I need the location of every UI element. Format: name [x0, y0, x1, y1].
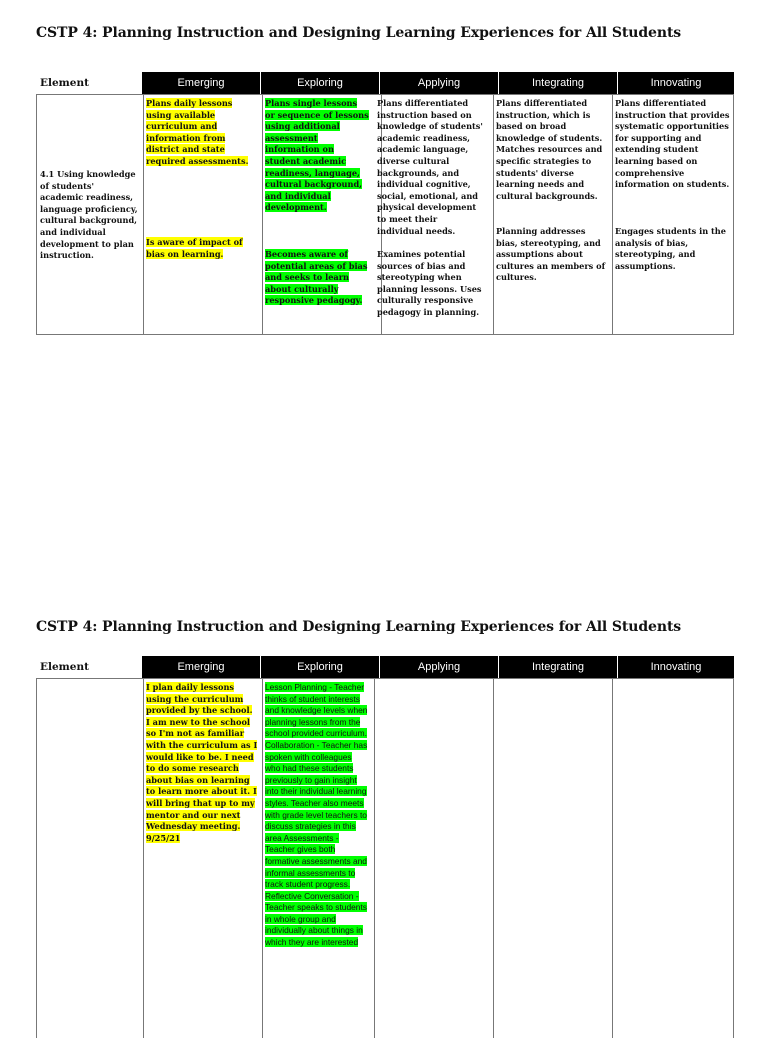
level-header-integrating: Integrating	[499, 72, 618, 94]
column-divider	[374, 679, 375, 1038]
element-column-header: Element	[40, 661, 89, 673]
column-divider	[612, 95, 613, 334]
reflection-body-row	[36, 678, 734, 1038]
level-header-emerging: Emerging	[142, 72, 261, 94]
column-divider	[143, 679, 144, 1038]
level-header-applying: Applying	[380, 656, 499, 678]
section-title: CSTP 4: Planning Instruction and Designing Learning Experiences for All Students	[36, 25, 682, 41]
element-column-header: Element	[40, 77, 89, 89]
emerging-descriptor-2: Is aware of impact of bias on learning.	[146, 237, 243, 259]
column-divider	[262, 679, 263, 1038]
applying-descriptor-1: Plans differentiated instruction based on knowledge of students' academic readiness, academic language, diverse cultural backgrounds, and individual cognitive, social, emotional, and physical development to meet their individual needs.	[377, 98, 483, 236]
column-divider	[493, 95, 494, 334]
element-description: 4.1 Using knowledge of students' academic readiness, language proficiency, cultural background, and individual development to plan instruction.	[40, 169, 138, 261]
exploring-descriptor-2: Becomes aware of potential areas of bias and seeks to learn about culturally responsive pedagogy.	[265, 249, 368, 306]
level-header-integrating: Integrating	[499, 656, 618, 678]
emerging-descriptor-1: Plans daily lessons using available curriculum and information from district and state required assessments.	[146, 98, 249, 166]
innovating-descriptor-2: Engages students in the analysis of bias, stereotyping, and assumptions.	[615, 226, 726, 271]
rubric-header-row	[36, 656, 734, 678]
integrating-descriptor-1: Plans differentiated instruction, which is based on broad knowledge of students. Matches resources and specific strategies to students' diverse learning needs and cultural backgrounds.	[496, 98, 603, 201]
exploring-reflection: Lesson Planning - Teacher thinks of student interests and knowledge levels when planning lessons from the school provided curriculum. Collaboration - Teacher has spoken with colleagues who had these students previously to gain insight into their individual learning styles. Teacher also meets with grade level teachers to discuss strategies in this area Assessments - Teacher gives both formative assessments and informal assessments to track student progress. Reflective Conversation - Teacher speaks to students in whole group and individually about things in which they are interested	[265, 682, 368, 948]
column-divider	[493, 679, 494, 1038]
applying-descriptor-2: Examines potential sources of bias and stereotyping when planning lessons. Uses culturally responsive pedagogy in planning.	[377, 249, 482, 317]
level-header-innovating: Innovating	[618, 72, 734, 94]
innovating-descriptor-1: Plans differentiated instruction that provides systematic opportunities for supporting and extending student learning based on comprehensive information on students.	[615, 98, 730, 190]
rubric-header-row	[36, 72, 734, 94]
cstp-section-2	[36, 616, 734, 948]
cstp-section-1	[36, 22, 734, 317]
column-divider	[143, 95, 144, 334]
column-divider	[612, 679, 613, 1038]
level-header-emerging: Emerging	[142, 656, 261, 678]
column-divider	[262, 95, 263, 334]
section-title: CSTP 4: Planning Instruction and Designing Learning Experiences for All Students	[36, 619, 682, 635]
level-header-exploring: Exploring	[261, 72, 380, 94]
level-header-applying: Applying	[380, 72, 499, 94]
exploring-descriptor-1: Plans single lessons or sequence of lessons using additional assessment information on student academic readiness, language, cultural background, and individual development.	[265, 98, 369, 213]
level-header-innovating: Innovating	[618, 656, 734, 678]
rubric-body-row	[36, 94, 734, 335]
emerging-reflection: I plan daily lessons using the curriculum provided by the school. I am new to the school so I'm not as familiar with the curriculum as I would like to be. I need to do some research about bias on learning to learn more about it. I will bring that up to my mentor and our next Wednesday meeting. 9/25/21	[146, 682, 258, 843]
integrating-descriptor-2: Planning addresses bias, stereotyping, and assumptions about cultures an members of cultures.	[496, 226, 606, 283]
level-header-exploring: Exploring	[261, 656, 380, 678]
